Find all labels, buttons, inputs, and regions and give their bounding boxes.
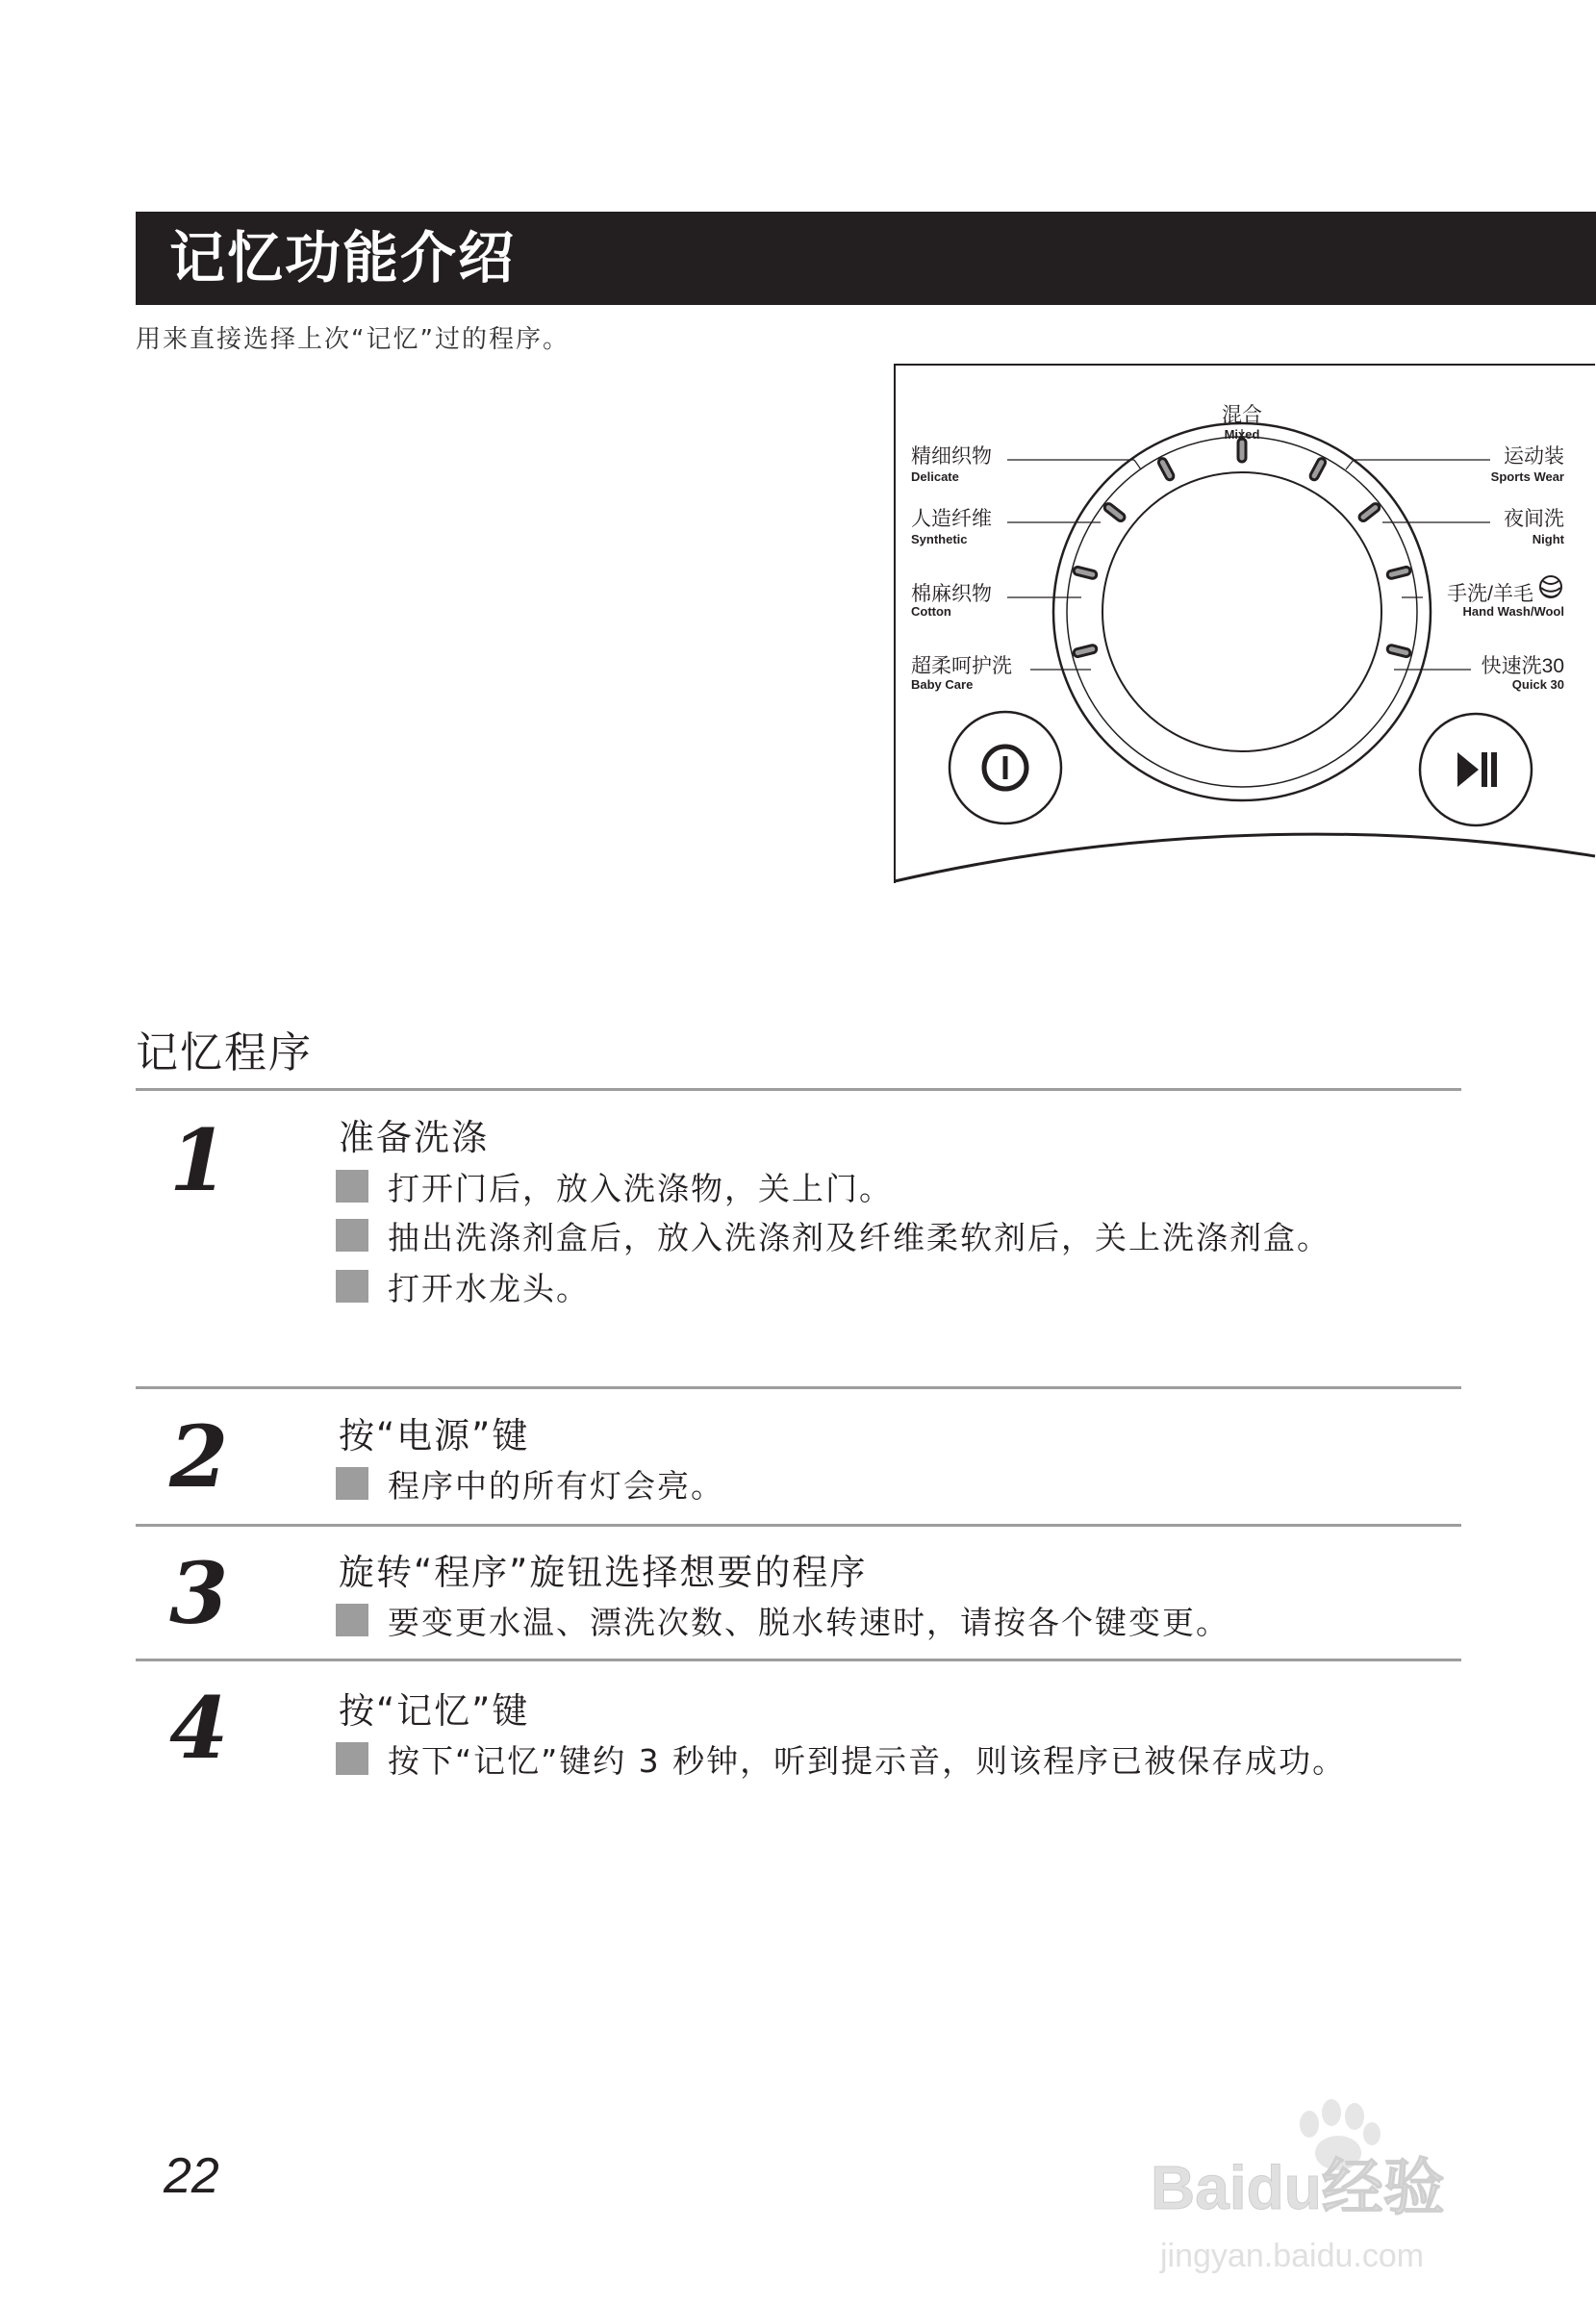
bullet-text: 要变更水温、漂洗次数、脱水转速时，请按各个键变更。	[388, 1603, 1229, 1641]
label-cotton-cn: 棉麻织物	[911, 583, 992, 605]
step-number: 4	[169, 1678, 229, 1778]
label-sports-en: Sports Wear	[1490, 469, 1564, 484]
step-bullet	[336, 1464, 724, 1503]
step-bullet	[336, 1601, 1229, 1639]
program-dial[interactable]	[1053, 423, 1431, 800]
page-subtitle: 用来直接选择上次“记忆”过的程序。	[136, 325, 570, 354]
label-cotton-en: Cotton	[911, 604, 951, 619]
step-bullet	[336, 1167, 893, 1205]
label-quick-cn: 快速洗30	[1481, 655, 1564, 677]
bullet-text: 打开水龙头。	[388, 1269, 590, 1307]
step-heading: 旋转“程序”旋钮选择想要的程序	[339, 1552, 868, 1593]
baidu-jingyan-watermark	[1141, 2074, 1545, 2286]
step-heading: 按“电源”键	[339, 1415, 530, 1456]
wool-icon	[1540, 576, 1561, 597]
watermark-url: jingyan.baidu.com	[1160, 2238, 1425, 2274]
divider	[136, 1088, 1461, 1091]
bullet-text: 打开门后，放入洗涤物，关上门。	[388, 1169, 893, 1207]
section-title: 记忆程序	[136, 1028, 313, 1077]
step-bullet	[336, 1216, 1330, 1254]
page-number: 22	[164, 2148, 219, 2204]
step-number: 1	[169, 1110, 229, 1210]
bullet-square	[336, 1270, 368, 1303]
bullet-square	[336, 1170, 368, 1203]
label-synthetic-cn: 人造纤维	[911, 508, 992, 530]
watermark-text: Baidu经验	[1151, 2153, 1445, 2222]
label-night-cn: 夜间洗	[1504, 508, 1564, 530]
label-quick-en: Quick 30	[1511, 677, 1564, 692]
step-heading: 准备洗涤	[339, 1117, 489, 1158]
label-babycare-en: Baby Care	[911, 677, 974, 692]
label-mixed-en: Mixed	[1224, 427, 1260, 442]
step-bullet	[336, 1267, 590, 1305]
divider	[136, 1659, 1461, 1661]
label-mixed-cn: 混合	[1222, 404, 1262, 426]
label-delicate-en: Delicate	[911, 469, 959, 484]
label-wool-cn: 手洗/羊毛	[1447, 583, 1533, 605]
control-panel-illustration	[894, 364, 1596, 883]
bullet-text: 按下“记忆”键约 3 秒钟，听到提示音，则该程序已被保存成功。	[388, 1741, 1347, 1780]
label-delicate-cn: 精细织物	[911, 445, 992, 468]
bullet-square	[336, 1219, 368, 1252]
power-button[interactable]	[950, 712, 1061, 823]
page-title: 记忆功能介绍	[169, 225, 517, 291]
divider	[136, 1524, 1461, 1527]
start-pause-button[interactable]	[1420, 714, 1532, 825]
step-number: 2	[169, 1406, 229, 1507]
divider	[136, 1386, 1461, 1389]
bullet-square	[336, 1604, 368, 1636]
step-number: 3	[169, 1543, 229, 1643]
label-synthetic-en: Synthetic	[911, 532, 968, 546]
bullet-square	[336, 1467, 368, 1500]
bullet-text: 程序中的所有灯会亮。	[388, 1466, 724, 1505]
label-wool-en: Hand Wash/Wool	[1462, 604, 1564, 619]
label-babycare-cn: 超柔呵护洗	[911, 655, 1012, 677]
bullet-text: 抽出洗涤剂盒后，放入洗涤剂及纤维柔软剂后，关上洗涤剂盒。	[388, 1218, 1330, 1256]
title-bar	[136, 212, 1596, 305]
label-sports-cn: 运动装	[1504, 445, 1564, 468]
bullet-square	[336, 1742, 368, 1775]
step-bullet	[336, 1739, 1346, 1778]
step-heading: 按“记忆”键	[339, 1690, 530, 1732]
label-night-en: Night	[1532, 532, 1564, 546]
